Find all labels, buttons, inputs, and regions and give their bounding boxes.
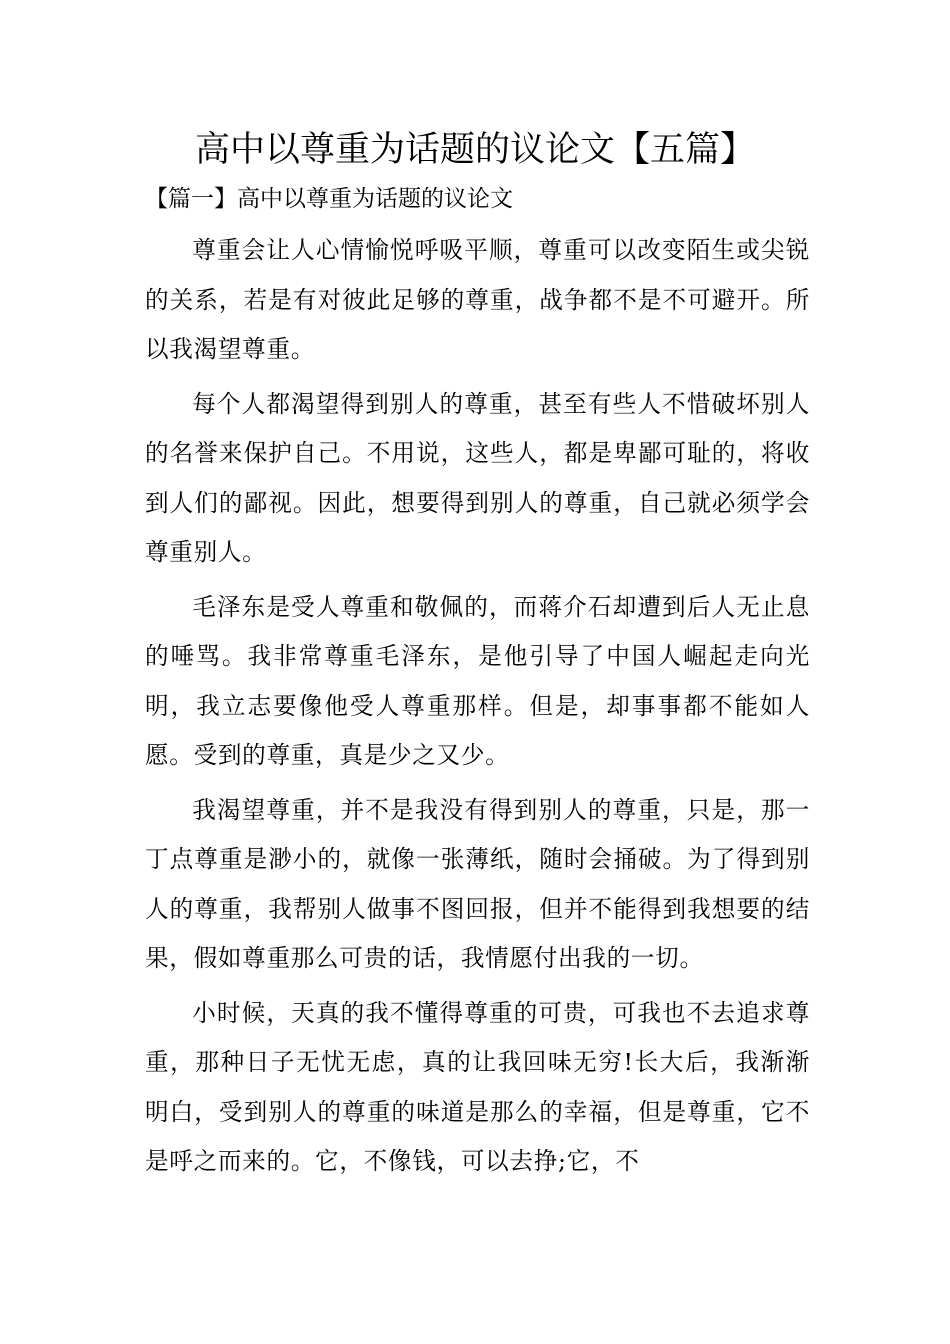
section-heading: 【篇一】高中以尊重为话题的议论文 <box>145 186 513 212</box>
document-title: 高中以尊重为话题的议论文【五篇】 <box>194 130 755 170</box>
paragraph: 尊重会让人心情愉悦呼吸平顺，尊重可以改变陌生或尖锐的关系，若是有对彼此足够的尊重，战争都不是不可避开。所以我渴望尊重。 <box>145 236 810 363</box>
body-text <box>145 226 810 1192</box>
paragraph: 毛泽东是受人尊重和敬佩的，而蒋介石却遭到后人无止息的唾骂。我非常尊重毛泽东，是他引导了中国人崛起走向光明，我立志要像他受人尊重那样。但是，却事事都不能如人愿。受到的尊重，真是少之又少。 <box>145 592 810 769</box>
paragraph: 小时候，天真的我不懂得尊重的可贵，可我也不去追求尊重，那种日子无忧无虑，真的让我回味无穷!长大后，我渐渐明白，受到别人的尊重的味道是那么的幸福，但是尊重，它不是呼之而来的。它，不像钱，可以去挣;它，不 <box>145 998 810 1175</box>
paragraph: 我渴望尊重，并不是我没有得到别人的尊重，只是，那一丁点尊重是渺小的，就像一张薄纸，随时会捅破。为了得到别人的尊重，我帮别人做事不图回报，但并不能得到我想要的结果，假如尊重那么可贵的话，我情愿付出我的一切。 <box>145 795 810 972</box>
paragraph: 每个人都渴望得到别人的尊重，甚至有些人不惜破坏别人的名誉来保护自己。不用说，这些人，都是卑鄙可耻的，将收到人们的鄙视。因此，想要得到别人的尊重，自己就必须学会尊重别人。 <box>145 389 810 566</box>
